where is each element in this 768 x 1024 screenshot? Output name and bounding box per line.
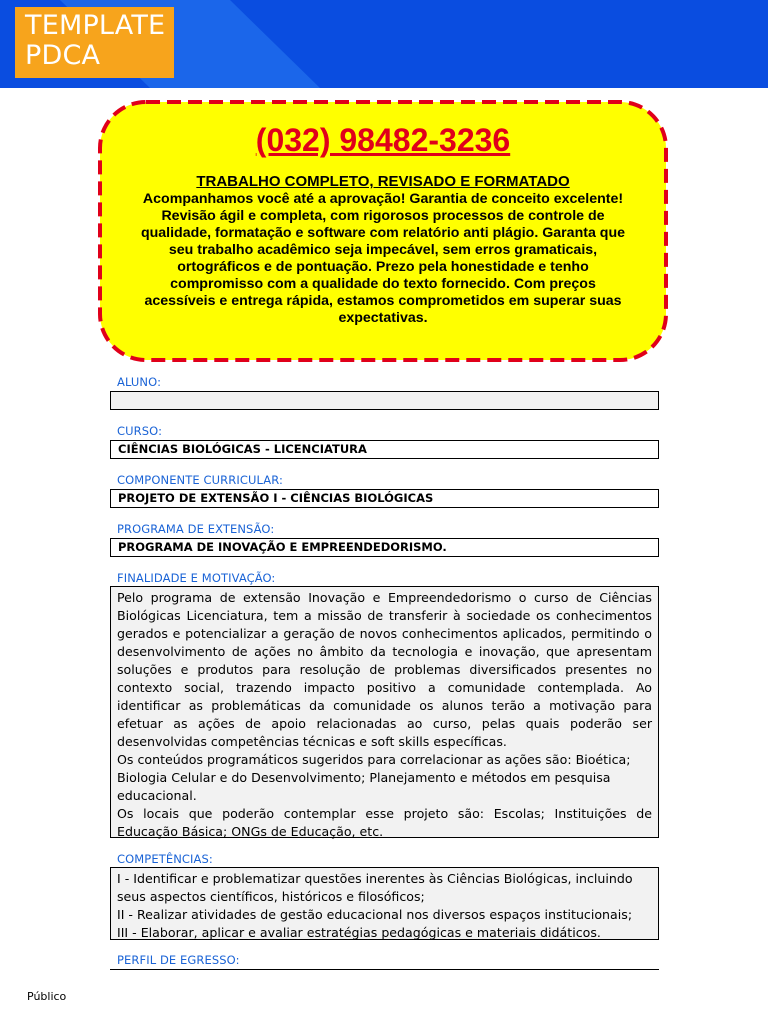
aluno-label: ALUNO: <box>117 375 162 389</box>
programa-label: PROGRAMA DE EXTENSÃO: <box>117 522 275 536</box>
programa-field: PROGRAMA DE INOVAÇÃO E EMPREENDEDORISMO. <box>110 538 659 557</box>
competencia-item-2: II - Realizar atividades de gestão educacional nos diversos espaços institucionais; <box>117 907 633 922</box>
logo-line-1: TEMPLATE <box>25 10 166 41</box>
promo-box <box>98 100 668 362</box>
finalidade-label: FINALIDADE E MOTIVAÇÃO: <box>117 571 276 585</box>
competencias-label: COMPETÊNCIAS: <box>117 852 213 866</box>
classification-label: Público <box>27 990 67 1003</box>
componente-field: PROJETO DE EXTENSÃO I - CIÊNCIAS BIOLÓGICAS <box>110 489 659 508</box>
curso-field: CIÊNCIAS BIOLÓGICAS - LICENCIATURA <box>110 440 659 459</box>
promo-heading: TRABALHO COMPLETO, REVISADO E FORMATADO <box>196 173 570 190</box>
perfil-label: PERFIL DE EGRESSO: <box>117 953 240 967</box>
finalidade-field <box>110 586 659 838</box>
header-bar <box>0 0 768 88</box>
finalidade-paragraph-1: Pelo programa de extensão Inovação e Empreendedorismo o curso de Ciências Biológicas Licenciatura, tem a missão de transferir à sociedade os conhecimentos gerados e potencializar a geração de novos conhecimentos aplicados, permitindo o desenvolvimento de ações no âmbito da tecnologia e inovação, que apresentam soluções e produtos para resolução de problemas diversificados presentes no contexto social, trazendo impacto positivo a comunidade contemplada. Ao identificar as problemáticas da comunidade os alunos terão a motivação para efetuar as ações de apoio relacionadas ao curso, pelas quais poderão ser desenvolvidas competências técnicas e soft skills específicas. <box>117 590 652 749</box>
competencias-field <box>110 867 659 940</box>
finalidade-paragraph-3: Os locais que poderão contemplar esse projeto são: Escolas; Instituições de Educação Básica; ONGs de Educação, etc. <box>117 806 652 839</box>
aluno-field <box>110 391 659 410</box>
promo-body: Acompanhamos você até a aprovação! Garantia de conceito excelente! Revisão ágil e completa, com rigorosos processos de controle de qualidade, formatação e software com relatório anti plágio. Garanta que seu trabalho acadêmico seja impecável, sem erros gramaticais, ortográficos e de pontuação. Prezo pela honestidade e tenho compromisso com a qualidade do texto fornecido. Com preços acessíveis e entrega rápida, estamos comprometidos em superar suas expectativas. <box>140 191 626 326</box>
logo-line-2: PDCA <box>25 40 101 71</box>
template-logo <box>15 7 174 78</box>
curso-label: CURSO: <box>117 424 163 438</box>
competencia-item-3: III - Elaborar, aplicar e avaliar estratégias pedagógicas e materiais didáticos. <box>117 925 601 940</box>
promo-phone: (032) 98482-3236 <box>255 122 511 158</box>
componente-label: COMPONENTE CURRICULAR: <box>117 473 283 487</box>
competencia-item-1: I - Identificar e problematizar questões inerentes às Ciências Biológicas, incluindo seus aspectos científicos, históricos e filosóficos; <box>117 871 633 904</box>
finalidade-paragraph-2: Os conteúdos programáticos sugeridos para correlacionar as ações são: Bioética; Biologia Celular e do Desenvolvimento; Planejamento e métodos em pesquisa educacional. <box>117 752 631 803</box>
perfil-rule <box>110 969 659 970</box>
